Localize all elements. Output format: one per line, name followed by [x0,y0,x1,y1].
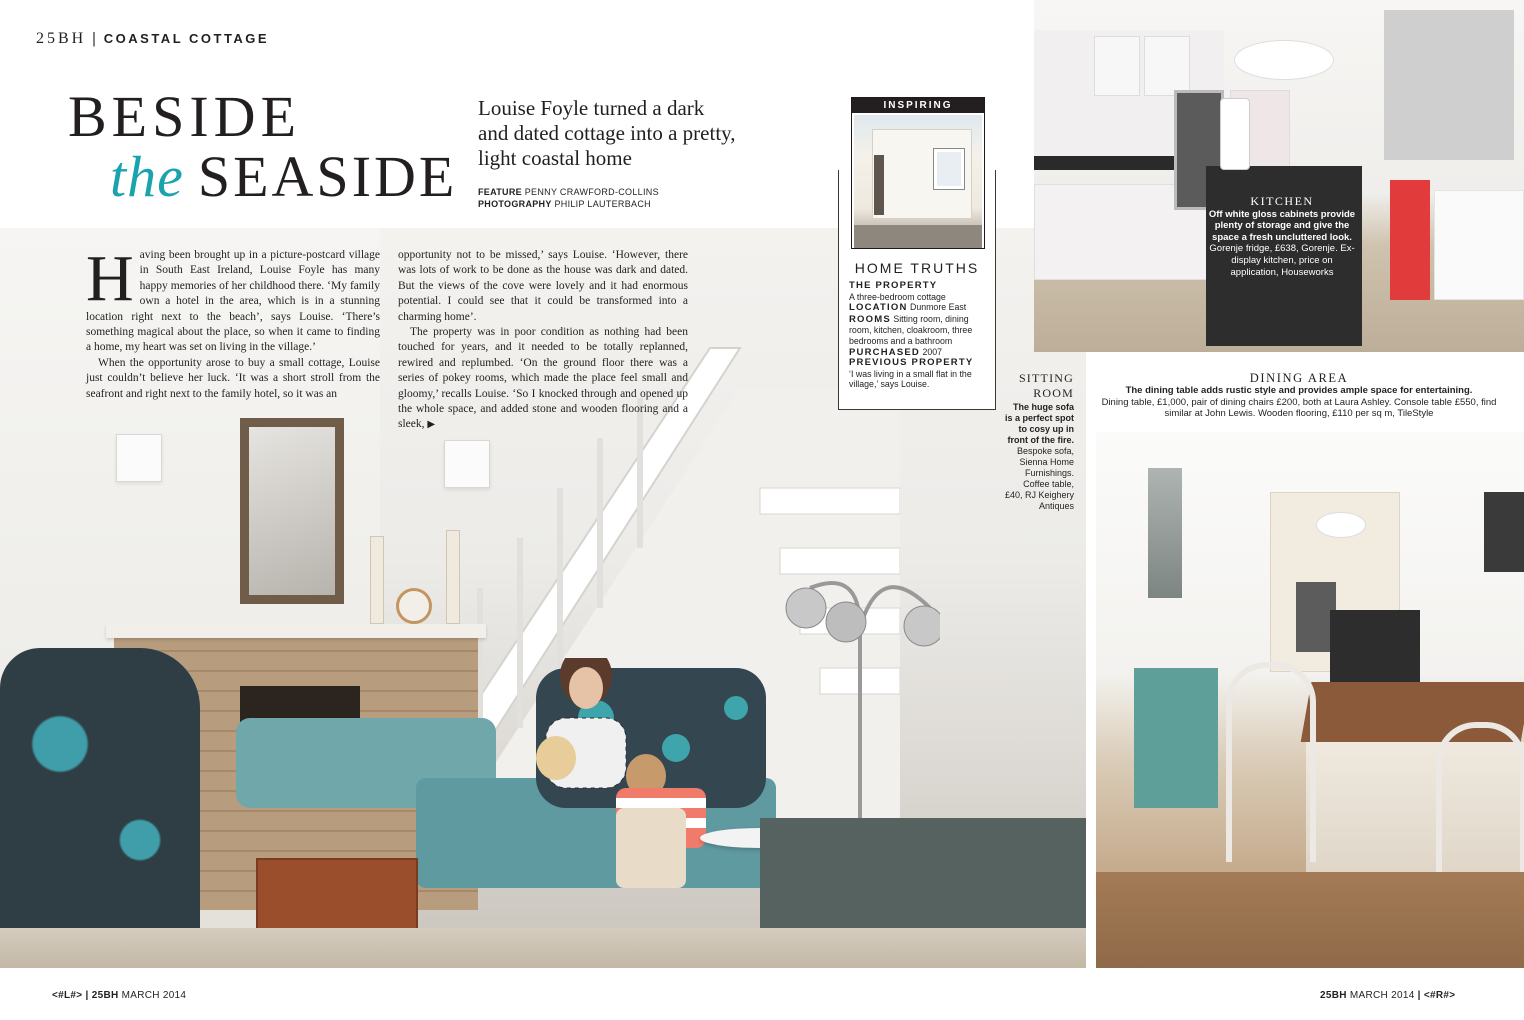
kitchen-photo [1034,0,1524,352]
footer-right-mag: 25BH [1320,990,1347,1001]
footer-left-date: MARCH 2014 [121,990,187,1001]
teal-sofa [236,658,796,888]
location-label: LOCATION [849,302,908,314]
inspiring-label: INSPIRING [852,98,984,113]
sitting-caption-text: Bespoke sofa, Sienna Home Furnishings. Coffee table, £40, RJ Keighery Antiques [1004,446,1074,511]
sitting-caption-head-1: SITTING [1018,371,1074,385]
teal-console-table [1134,668,1218,808]
magazine-name: 25BH [36,30,87,47]
rooms-value: Sitting room, dining room, kitchen, cloakroom, three bedrooms and a bathroom [849,313,973,346]
drop-cap: H [86,242,134,315]
body-paragraph-3: opportunity not to be missed,’ says Louise. ‘However, there was lots of work to be done as the house was dark and dated. But the views of the cove were lovely and it had enormous potential. I could see that it could be transformed into a charming home’. [398,249,688,323]
purchased-value: 2007 [922,346,943,357]
body-column-1 [86,242,380,402]
mantel-clock [396,588,432,624]
candlestick-right [446,530,460,624]
continue-arrow-icon: ▶ [427,419,436,431]
radiator [1434,190,1524,300]
dining-caption-text: Dining table, £1,000, pair of dining chairs £200, both at Laura Ashley. Console table £550, find similar at John Lewis. Wooden flooring, £110 per sq m, TileStyle [1101,396,1497,419]
previous-value: ‘I was living in a small flat in the village,’ says Louise. [849,368,972,390]
body-paragraph-2: When the opportunity arose to buy a small cottage, Louise just couldn’t believe her luck. ‘It was a short stroll from the seafront and right next to the family hotel, so it was an [86,356,380,400]
standfirst: Louise Foyle turned a dark and dated cottage into a pretty, light coastal home [478,96,736,170]
body-paragraph-4: The property was in poor condition as nothing had been touched for years, and it needed to be totally replanned, rewired and replumbed. ‘On the ground floor there was a series of pokey rooms, which made the place feel small and gloomy,’ recalls Louise. ‘So I knocked through and opened up the whole space, and added stone and wooden flooring and a sleek, [398,326,688,431]
feature-name: PENNY CRAWFORD-COLLINS [524,187,659,197]
footer-left-folio: <#L#> [52,990,83,1001]
home-truths-body [841,281,993,390]
property-label: THE PROPERTY [849,280,938,291]
footer-right [1320,990,1455,1001]
headline-the: the [110,144,184,209]
property-value: A three-bedroom cottage [849,291,946,302]
section-header [36,30,269,48]
wooden-floor [0,928,1086,968]
footer-right-sep: | [1417,990,1421,1001]
location-value: Dunmore East [909,302,967,313]
section-name: COASTAL COTTAGE [103,31,270,46]
dining-caption-bold: The dining table adds rustic style and provides ample space for entertaining. [1125,385,1473,396]
kitchen-caption-head: KITCHEN [1250,194,1314,208]
wall-print [1384,10,1514,160]
dining-wall-print [1484,492,1524,572]
rooms-label: ROOMS [849,313,891,325]
footer-right-date: MARCH 2014 [1349,990,1415,1001]
headline-line-2 [110,144,458,209]
wall-canvas [1148,468,1182,598]
wall-sconce-left [116,434,162,482]
inspiring-box [851,97,985,249]
photography-label: PHOTOGRAPHY [478,199,552,209]
body-paragraph-1: aving been brought up in a picture-postcard village in South East Ireland, Louise Foyle has many happy memories of her childhood there. ‘My family own a hotel in the area, which is in a stunning location right next to the beach’, says Louise. ‘There’s something magical about the place, so when it came to finding a home, my heart was set on living in the village.’ [86,249,380,354]
dining-area-photo [1096,432,1524,968]
previous-label: PREVIOUS PROPERTY [849,357,974,369]
patterned-armchair [0,648,200,968]
mantel-shelf [106,624,486,638]
sitting-caption-bold: The huge sofa is a perfect spot to cosy up in front of the fire. [1004,402,1074,445]
credits [478,186,659,210]
kitchen-caption [1206,196,1358,278]
headline-line-1: BESIDE [68,84,301,149]
cottage-exterior-photo [854,115,982,248]
wall-sconce-right [444,440,490,488]
dining-wood-floor [1096,872,1524,968]
feature-label: FEATURE [478,187,522,197]
windsor-chair-left [1226,662,1316,862]
background-island [1330,610,1420,690]
kitchen-caption-text: Gorenje fridge, £638, Gorenje. Ex-display kitchen, price on application, Houseworks [1209,243,1355,278]
dining-caption [1094,372,1504,420]
footer-left-sep: | [85,990,89,1001]
footer-right-folio: <#R#> [1423,990,1456,1001]
red-bag [1390,180,1430,300]
pendant-light [1234,40,1334,80]
home-truths [841,254,993,390]
header-separator: | [92,30,98,47]
kitchen-caption-bold: Off white gloss cabinets provide plenty of storage and give the space a fresh uncluttered look. [1208,208,1356,243]
home-truths-title: HOME TRUTHS [854,260,980,276]
body-column-2 [398,248,688,433]
dining-caption-head: DINING AREA [1249,371,1349,385]
photography-name: PHILIP LAUTERBACH [554,199,651,209]
candlestick-left [370,536,384,624]
sitting-caption-head-2: ROOM [1033,386,1074,400]
footer-left [52,990,186,1001]
purchased-label: PURCHASED [849,346,920,358]
wall-mirror [240,418,344,604]
sitting-room-caption [1004,372,1074,512]
headline-seaside: SEASIDE [197,144,458,209]
flower-jug [1220,98,1250,170]
background-pendant [1316,512,1366,538]
footer-left-mag: 25BH [91,990,119,1001]
